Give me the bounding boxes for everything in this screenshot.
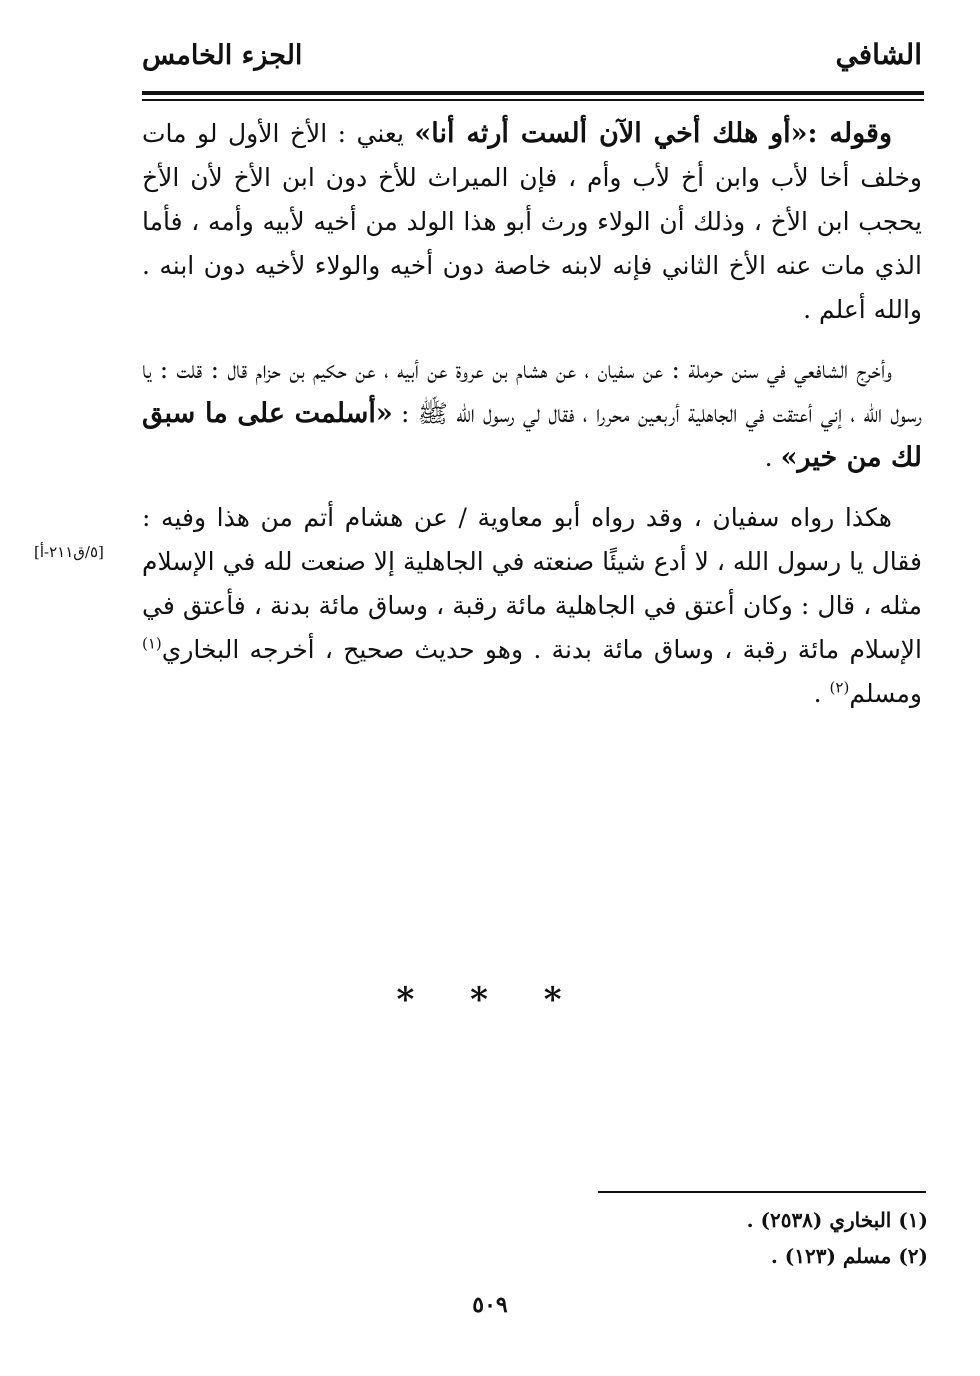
footnotes bbox=[428, 1202, 928, 1274]
paragraph-1-text: يعني : الأخ الأول لو مات وخلف أخا لأب وابن أخ لأب وأم ، فإن الميراث للأخ دون ابن الأخ لأن الأخ يحجب ابن الأخ ، وذلك أن الولاء ورث أبو هذا الولد من أخيه لأبيه وأمه ، فأما الذي مات عنه الأخ الثاني فإنه لابنه خاصة دون أخيه والولاء لأخيه دون ابنه . والله أعلم . bbox=[142, 119, 922, 324]
main-text bbox=[142, 112, 922, 732]
paragraph-3-end: . bbox=[813, 679, 830, 708]
paragraph-1-intro: وقوله : bbox=[807, 118, 892, 149]
footnote-rule bbox=[598, 1191, 926, 1193]
paragraph-2-text: وأخرج الشافعي في سنن حرملة : عن سفيان ، عن هشام بن عروة عن أبيه ، عن حكيم بن حزام قال : قلت : يا رسول الله ، إني أعتقت في الجاهلية أربعين محررا ، فقال لي رسول الله ﷺ : bbox=[142, 355, 922, 428]
paragraph-2 bbox=[142, 348, 922, 480]
hadith-quote-2: «أسلمت على ما سبق لك من خير» bbox=[142, 398, 922, 473]
volume-label: الجزء الخامس bbox=[142, 40, 303, 71]
header-rule-thick bbox=[142, 91, 924, 95]
footnote-ref-1[interactable]: (١) bbox=[142, 634, 162, 653]
paragraph-3-text: هكذا رواه سفيان ، وقد رواه أبو معاوية / عن هشام أتم من هذا وفيه : فقال يا رسول الله ، لا أدع شيئًا صنعته في الجاهلية إلا صنعت لله في الإسلام مثله ، قال : وكان أعتق في الجاهلية مائة رقبة ، وساق مائة بدنة ، فأعتق في الإسلام مائة رقبة ، وساق مائة بدنة . وهو حديث صحيح ، أخرجه البخاري bbox=[142, 503, 922, 664]
section-separator: * * * bbox=[396, 980, 584, 1020]
footnote-ref-2[interactable]: (٢) bbox=[829, 678, 850, 697]
book-title: الشافي bbox=[835, 38, 922, 71]
footnote-2: (٢) مسلم (١٢٣) . bbox=[770, 1244, 928, 1268]
paragraph-3 bbox=[142, 496, 922, 716]
page-number: ٥٠٩ bbox=[472, 1292, 508, 1318]
hadith-quote-1: «أو هلك أخي الآن ألست أرثه أنا» bbox=[414, 118, 808, 149]
manuscript-folio-note: [٥/ق٢١١-أ] bbox=[34, 543, 104, 561]
paragraph-1 bbox=[142, 112, 922, 332]
footnote-1: (١) البخاري (٢٥٣٨) . bbox=[746, 1208, 928, 1232]
paragraph-2-end: . bbox=[764, 443, 781, 472]
page-header bbox=[142, 38, 922, 88]
paragraph-3-middle: ومسلم bbox=[849, 679, 922, 708]
header-rule-thin bbox=[142, 99, 924, 101]
